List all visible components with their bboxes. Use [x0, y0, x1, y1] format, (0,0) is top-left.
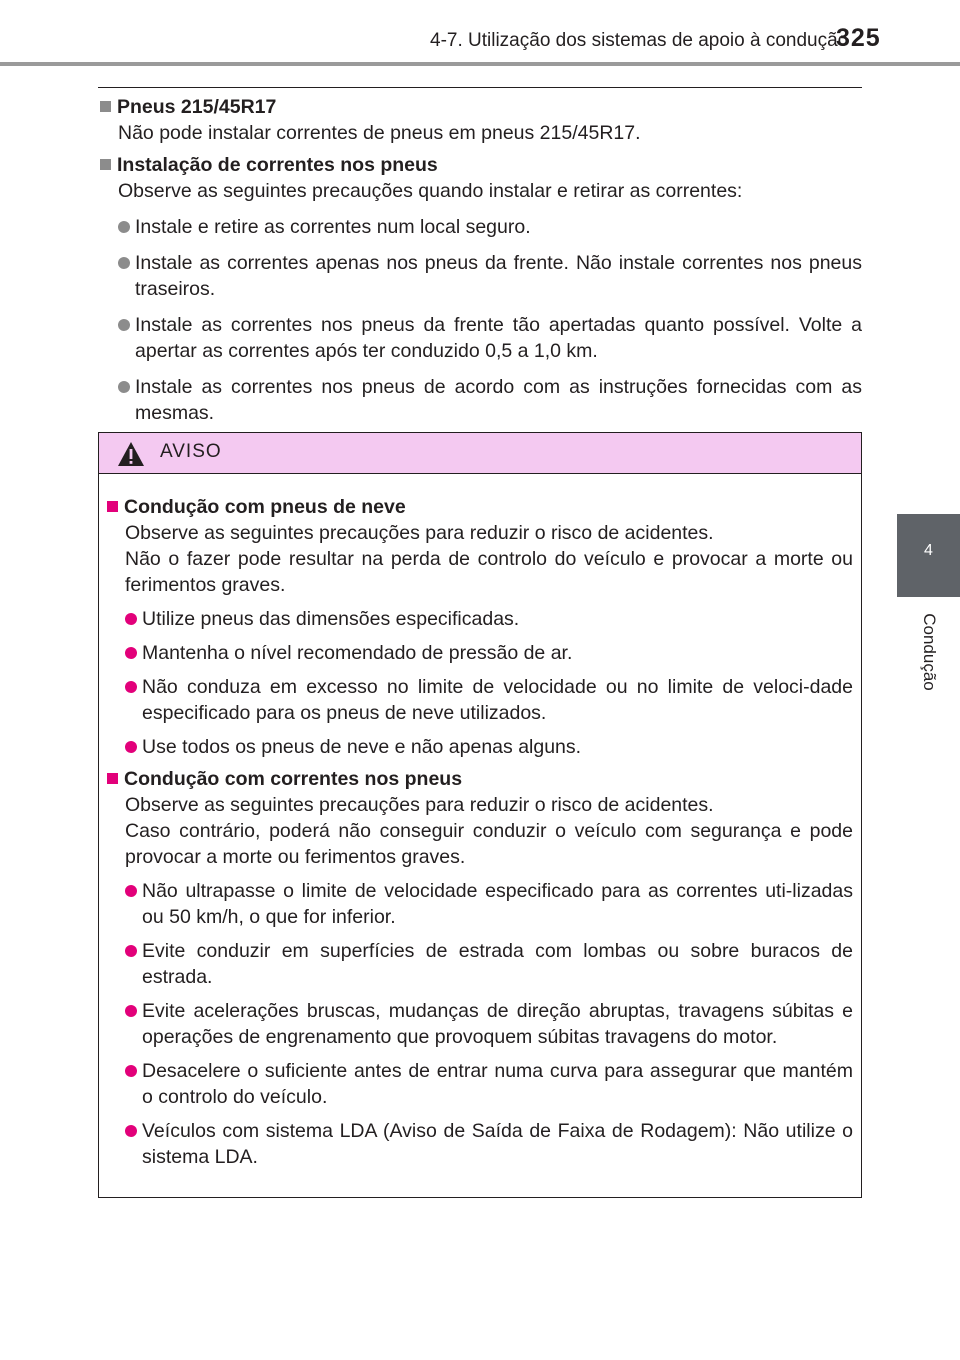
round-bullet-icon [125, 647, 137, 659]
round-bullet-icon [125, 885, 137, 897]
list-item: Instale e retire as correntes num local seguro. [98, 214, 862, 240]
warning-header [99, 433, 861, 474]
list-item: Instale as correntes nos pneus de acordo com as instruções fornecidas com as mesmas. [98, 374, 862, 426]
list-item: Utilize pneus das dimensões especificadas. [107, 606, 853, 632]
list-item: Não ultrapasse o limite de velocidade especificado para as correntes uti-lizadas ou 50 km/h, o que for inferior. [107, 878, 853, 930]
warning-chains-title: Condução com correntes nos pneus [107, 766, 853, 792]
warning-snow-title: Condução com pneus de neve [107, 494, 853, 520]
warning-snow-intro2: Não o fazer pode resultar na perda de controlo do veículo e provocar a morte ou ferimentos graves. [125, 548, 853, 596]
warning-chains-intro2: Caso contrário, poderá não conseguir conduzir o veículo com segurança e pode provocar a morte ou ferimentos graves. [125, 820, 853, 868]
header-title: 4-7. Utilização dos sistemas de apoio à condução [430, 30, 849, 51]
list-item: Instale as correntes nos pneus da frente tão apertadas quanto possível. Volte a apertar as correntes após ter conduzido 0,5 a 1,0 km. [98, 312, 862, 364]
warning-snow-intro1: Observe as seguintes precauções para reduzir o risco de acidentes. [125, 522, 714, 544]
list-item: Evite conduzir em superfícies de estrada com lombas ou sobre buracos de estrada. [107, 938, 853, 990]
warning-chains-intro1: Observe as seguintes precauções para reduzir o risco de acidentes. [125, 794, 714, 816]
list-item: Evite acelerações bruscas, mudanças de direção abruptas, travagens súbitas e operações de engrenamento que provoquem súbitas travagens do motor. [107, 998, 853, 1050]
list-item: Mantenha o nível recomendado de pressão de ar. [107, 640, 853, 666]
warning-triangle-icon [117, 441, 145, 467]
round-bullet-icon [118, 221, 130, 233]
section-tires-title: Pneus 215/45R17 [98, 94, 862, 120]
warning-label: AVISO [160, 441, 222, 462]
list-item: Instale as correntes apenas nos pneus da frente. Não instale correntes nos pneus traseiros. [98, 250, 862, 302]
square-bullet-icon [100, 159, 111, 170]
main-content [98, 94, 862, 426]
round-bullet-icon [125, 741, 137, 753]
round-bullet-icon [125, 1005, 137, 1017]
square-bullet-icon [107, 501, 118, 512]
chapter-tab[interactable] [897, 514, 960, 597]
top-rule [98, 87, 862, 88]
list-item: Não conduza em excesso no limite de velocidade ou no limite de veloci-dade especificado para os pneus de neve utilizados. [107, 674, 853, 726]
round-bullet-icon [118, 319, 130, 331]
list-item: Use todos os pneus de neve e não apenas alguns. [107, 734, 853, 760]
warning-box [98, 432, 862, 1198]
chapter-label: Condução [920, 613, 939, 691]
round-bullet-icon [125, 1065, 137, 1077]
round-bullet-icon [118, 257, 130, 269]
square-bullet-icon [100, 101, 111, 112]
list-item: Veículos com sistema LDA (Aviso de Saída de Faixa de Rodagem): Não utilize o sistema LDA. [107, 1118, 853, 1170]
square-bullet-icon [107, 773, 118, 784]
warning-body [99, 474, 861, 1170]
page-number: 325 [836, 24, 881, 52]
round-bullet-icon [125, 681, 137, 693]
list-item: Desacelere o suficiente antes de entrar numa curva para assegurar que mantém o controlo do veículo. [107, 1058, 853, 1110]
section-chains-title: Instalação de correntes nos pneus [98, 152, 862, 178]
section-tires-text: Não pode instalar correntes de pneus em pneus 215/45R17. [118, 122, 641, 144]
section-chains-intro: Observe as seguintes precauções quando instalar e retirar as correntes: [118, 180, 743, 202]
round-bullet-icon [125, 945, 137, 957]
chapter-number: 4 [924, 542, 933, 559]
round-bullet-icon [118, 381, 130, 393]
round-bullet-icon [125, 1125, 137, 1137]
header-rule [0, 62, 960, 66]
round-bullet-icon [125, 613, 137, 625]
